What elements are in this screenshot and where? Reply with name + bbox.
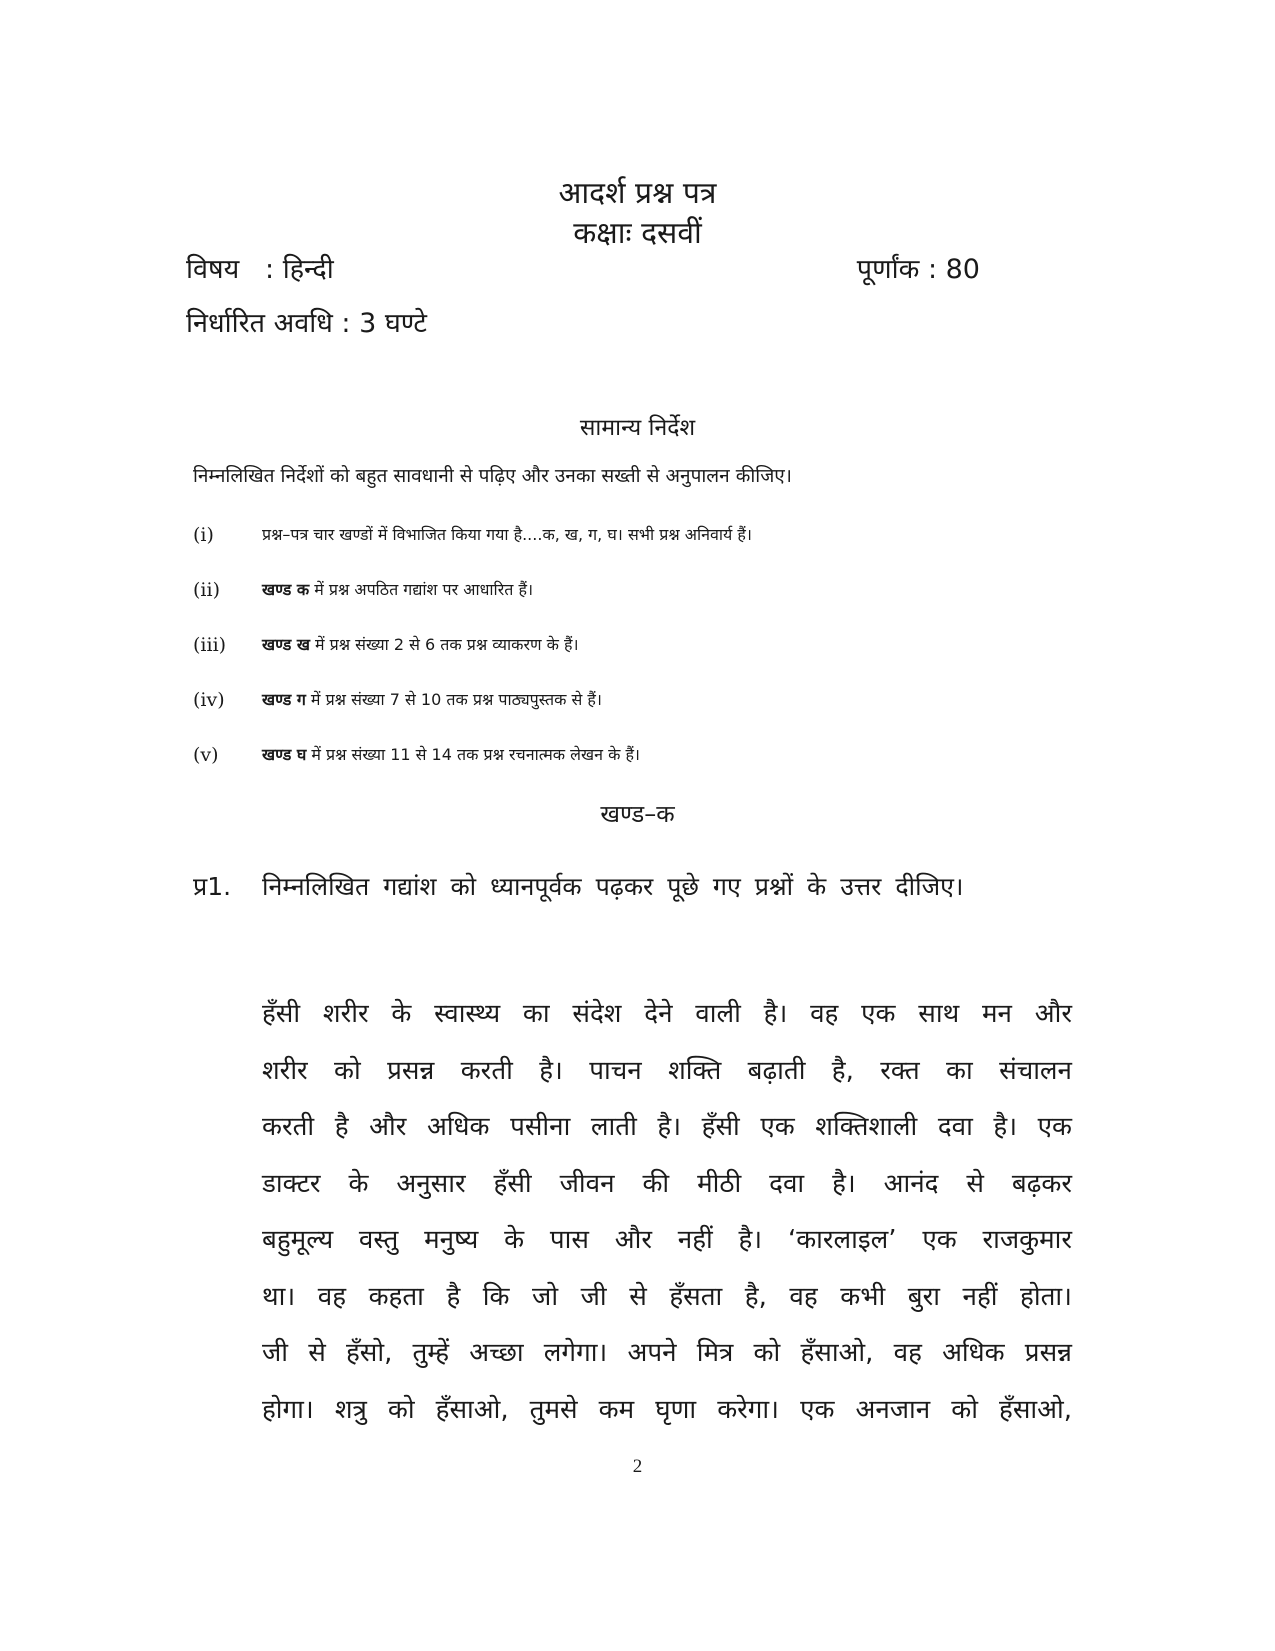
instruction-bold: खण्ड घ bbox=[262, 745, 307, 764]
passage-line: बहुमूल्य वस्तु मनुष्य के पास और नहीं है। ‘कारलाइल’ एक राजकुमार bbox=[262, 1225, 1072, 1255]
instruction-number: (i) bbox=[193, 524, 214, 546]
instruction-bold: खण्ड ख bbox=[262, 635, 310, 654]
subject-label: विषय : हिन्दी bbox=[186, 254, 334, 285]
instruction-number: (iii) bbox=[193, 634, 227, 656]
instruction-text: में प्रश्न संख्या 11 से 14 तक प्रश्न रचनात्मक लेखन के हैं। bbox=[306, 745, 640, 764]
passage-line: शरीर को प्रसन्न करती है। पाचन शक्ति बढ़ाती है, रक्त का संचालन bbox=[262, 1055, 1072, 1086]
class-line: कक्षाः दसवीं bbox=[573, 216, 702, 251]
passage-line: जी से हँसो, तुम्हें अच्छा लगेगा। अपने मित्र को हँसाओ, वह अधिक प्रसन्न bbox=[262, 1338, 1072, 1368]
instruction-number: (v) bbox=[193, 744, 219, 766]
max-marks-label: पूर्णांक : 80 bbox=[856, 254, 980, 285]
instruction-text: में प्रश्न संख्या 2 से 6 तक प्रश्न व्याकरण के हैं। bbox=[309, 635, 579, 654]
instruction-item bbox=[262, 576, 533, 604]
passage-line: करती है और अधिक पसीना लाती है। हँसी एक शक्तिशाली दवा है। एक bbox=[262, 1112, 1072, 1142]
page-number: 2 bbox=[632, 1456, 643, 1477]
passage-line: था। वह कहता है कि जो जी से हँसता है, वह कभी बुरा नहीं होता। bbox=[262, 1281, 1072, 1312]
section-heading: खण्ड–क bbox=[600, 800, 675, 828]
passage-line: होगा। शत्रु को हँसाओ, तुमसे कम घृणा करेगा। एक अनजान को हँसाओ, bbox=[262, 1394, 1072, 1425]
instruction-bold: खण्ड ग bbox=[262, 690, 306, 709]
instructions-heading: सामान्य निर्देश bbox=[579, 415, 696, 441]
passage-line: हँसी शरीर के स्वास्थ्य का संदेश देने वाली है। वह एक साथ मन और bbox=[262, 999, 1072, 1029]
instruction-number: (ii) bbox=[193, 579, 220, 601]
instruction-item bbox=[262, 686, 602, 714]
paper-title: आदर्श प्रश्न पत्र bbox=[558, 176, 717, 211]
instruction-text: प्रश्न–पत्र चार खण्डों में विभाजित किया गया है....क, ख, ग, घ। सभी प्रश्न अनिवार्य हैं। bbox=[262, 525, 752, 544]
instruction-text: में प्रश्न संख्या 7 से 10 तक प्रश्न पाठ्यपुस्तक से हैं। bbox=[305, 690, 602, 709]
instruction-item bbox=[262, 741, 640, 769]
question-text: निम्नलिखित गद्यांश को ध्यानपूर्वक पढ़कर पूछे गए प्रश्नों के उत्तर दीजिए। bbox=[262, 872, 964, 901]
instruction-item bbox=[262, 631, 579, 659]
instruction-bold: खण्ड क bbox=[262, 580, 310, 599]
instruction-number: (iv) bbox=[193, 689, 225, 711]
passage bbox=[262, 986, 1072, 1438]
duration-label: निर्धारित अवधि : 3 घण्टे bbox=[186, 308, 427, 339]
passage-line: डाक्टर के अनुसार हँसी जीवन की मीठी दवा है। आनंद से बढ़कर bbox=[262, 1168, 1072, 1199]
instruction-text: में प्रश्न अपठित गद्यांश पर आधारित हैं। bbox=[309, 580, 534, 599]
instruction-item bbox=[262, 521, 752, 549]
instructions-intro: निम्नलिखित निर्देशों को बहुत सावधानी से पढ़िए और उनका सख्ती से अनुपालन कीजिए। bbox=[193, 465, 793, 487]
question-number: प्र1. bbox=[193, 872, 232, 901]
